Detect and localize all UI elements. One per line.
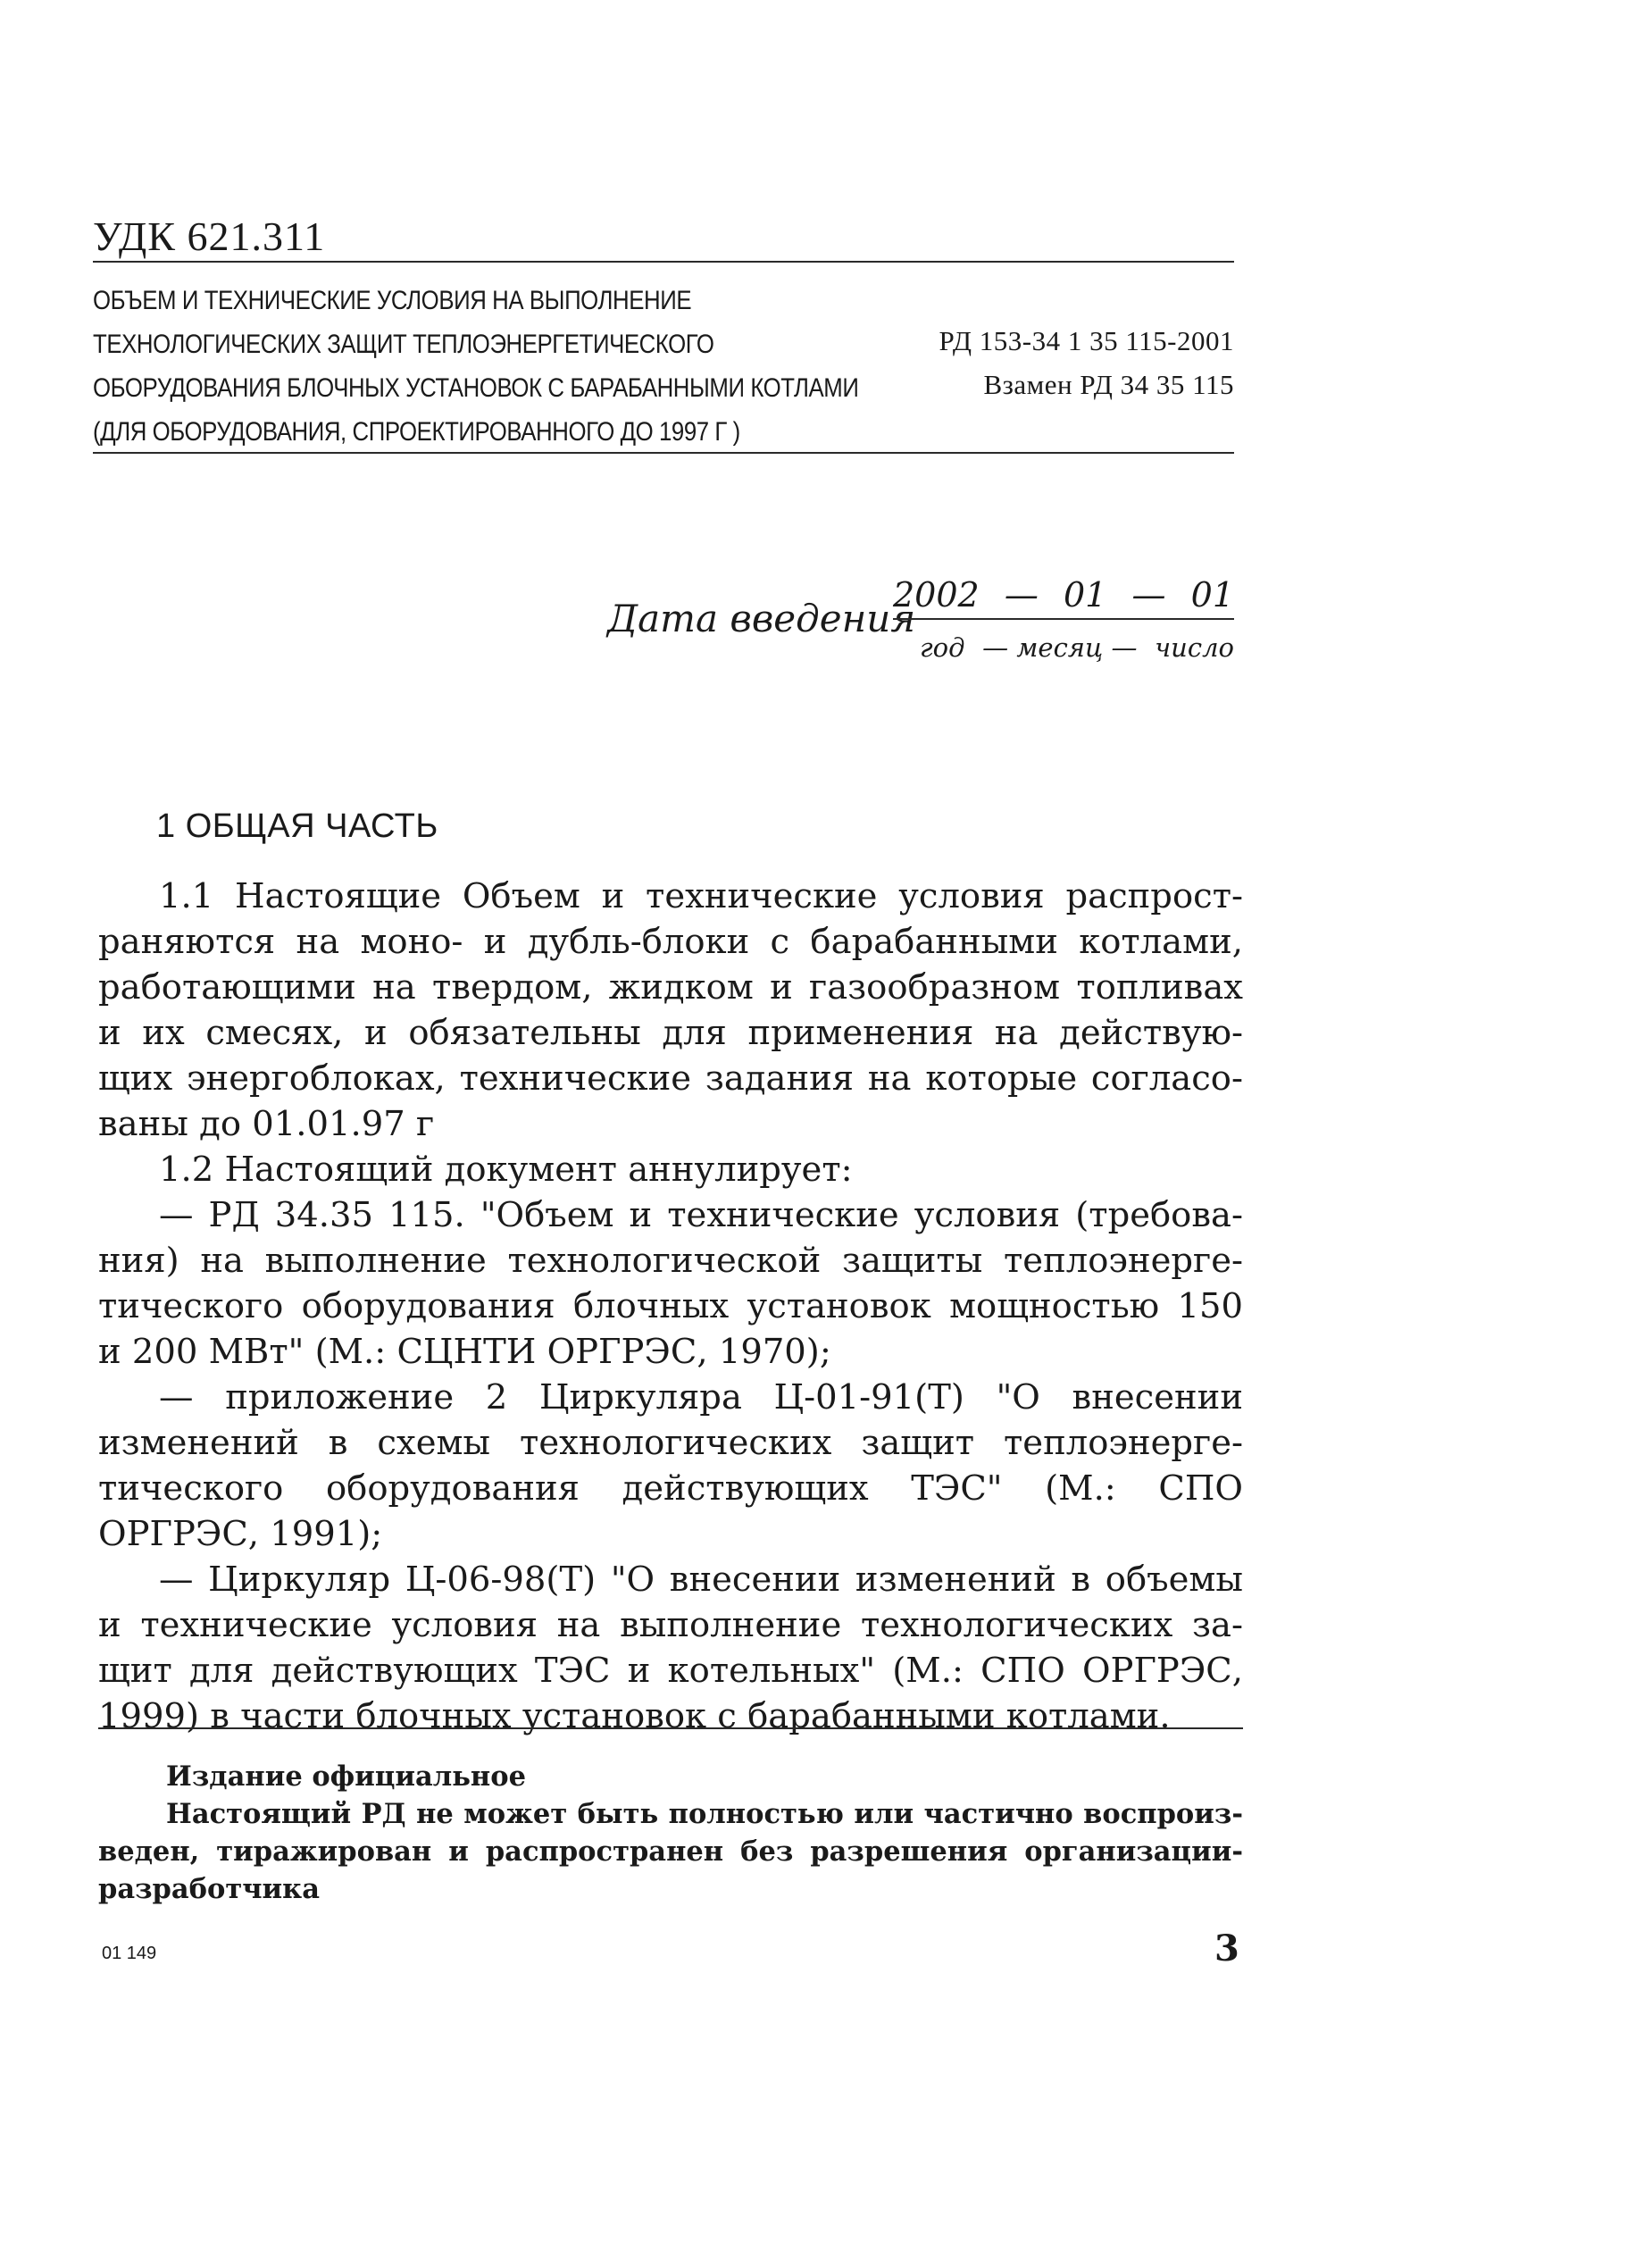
- date-month: 01: [1064, 575, 1107, 615]
- date-year: 2002: [893, 575, 980, 615]
- text-line: тического оборудования действующих ТЭС" (М.: СПО: [98, 1468, 1243, 1509]
- caption-month: — месяц —: [982, 632, 1138, 663]
- footnote: [98, 1758, 1243, 1908]
- copyright-line: веден, тиражирован и распространен без разрешения организации-: [98, 1835, 1243, 1868]
- text-line: работающими на твердом, жидком и газообразном топливах: [98, 967, 1243, 1008]
- text-line: 1.1 Настоящие Объем и технические условия распрост-: [159, 876, 1243, 916]
- caption-year: год: [920, 632, 965, 663]
- text-line: и технические условия на выполнение технологических за-: [98, 1605, 1243, 1645]
- text-line: ния) на выполнение технологической защиты теплоэнерге-: [98, 1241, 1243, 1281]
- header-rule-bottom: [93, 452, 1234, 454]
- text-line: — приложение 2 Циркуляра Ц-01-91(Т) "О внесении: [159, 1377, 1243, 1417]
- title-line: ОБОРУДОВАНИЯ БЛОЧНЫХ УСТАНОВОК С БАРАБАННЫМИ КОТЛАМИ: [93, 373, 859, 403]
- udk-code: УДК 621.311: [93, 213, 326, 259]
- text-line: изменений в схемы технологических защит теплоэнерге-: [98, 1423, 1243, 1463]
- copyright-line: разработчика: [98, 1873, 320, 1905]
- caption-day: число: [1155, 632, 1234, 663]
- page-number: 3: [1214, 1927, 1239, 1969]
- section-heading: 1 ОБЩАЯ ЧАСТЬ: [156, 807, 438, 845]
- text-line: — РД 34.35 115. "Объем и технические условия (требова-: [159, 1195, 1243, 1235]
- text-line: щит для действующих ТЭС и котельных" (М.: СПО ОРГРЭС,: [98, 1651, 1243, 1691]
- date-values: [893, 575, 1234, 620]
- text-line: ОРГРЭС, 1991);: [98, 1514, 383, 1554]
- date-separator: —: [1004, 575, 1039, 615]
- text-line: 1.2 Настоящий документ аннулирует:: [159, 1150, 853, 1190]
- text-line: тического оборудования блочных установок мощностью 150: [98, 1286, 1243, 1326]
- edition-note: Издание официальное: [166, 1760, 527, 1793]
- date-captions: [920, 632, 1234, 663]
- document-code: РД 153-34 1 35 115-2001: [939, 325, 1234, 356]
- text-line: раняются на моно- и дубль-блоки с барабанными котлами,: [98, 922, 1243, 962]
- date-label: Дата введения: [607, 597, 916, 640]
- print-code: 01 149: [102, 1944, 157, 1963]
- title-line: ОБЪЕМ И ТЕХНИЧЕСКИЕ УСЛОВИЯ НА ВЫПОЛНЕНИЕ: [93, 286, 692, 315]
- replaces-code: Взамен РД 34 35 115: [983, 369, 1234, 400]
- date-day: 01: [1190, 575, 1234, 615]
- text-line: и их смесях, и обязательны для применения на действую-: [98, 1013, 1243, 1053]
- text-line: щих энергоблоках, технические задания на которые согласо-: [98, 1058, 1243, 1099]
- text-line: 1999) в части блочных установок с барабанными котлами.: [98, 1696, 1171, 1736]
- text-line: — Циркуляр Ц-06-98(Т) "О внесении изменений в объемы: [159, 1560, 1243, 1600]
- section-body: [98, 874, 1243, 1739]
- document-code-block: [939, 319, 1234, 406]
- text-line: ваны до 01.01.97 г: [98, 1104, 435, 1144]
- copyright-line: Настоящий РД не может быть полностью или частично воспроиз-: [166, 1798, 1243, 1830]
- header-rule-top: [93, 261, 1234, 263]
- text-line: и 200 МВт" (М.: СЦНТИ ОРГРЭС, 1970);: [98, 1332, 831, 1372]
- title-line: ТЕХНОЛОГИЧЕСКИХ ЗАЩИТ ТЕПЛОЭНЕРГЕТИЧЕСКОГО: [93, 330, 714, 359]
- footnote-rule: [98, 1727, 1243, 1729]
- date-separator: —: [1131, 575, 1166, 615]
- title-line: (ДЛЯ ОБОРУДОВАНИЯ, СПРОЕКТИРОВАННОГО ДО 1997 Г ): [93, 417, 740, 447]
- document-title: [93, 279, 861, 454]
